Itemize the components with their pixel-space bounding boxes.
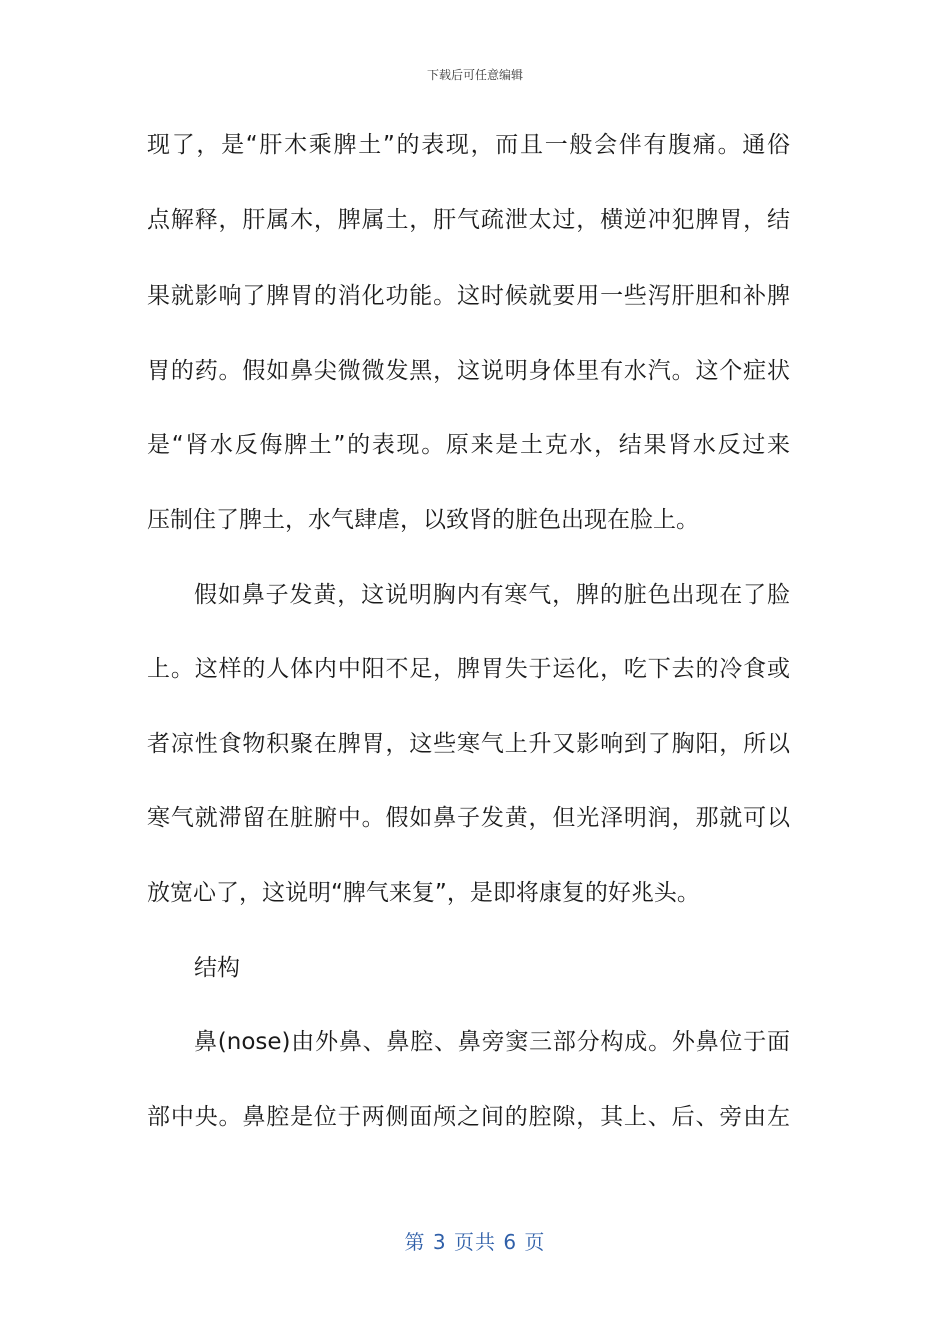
- text-line: 放宽心了，这说明“脾气来复”，是即将康复的好兆头。: [147, 880, 700, 906]
- text-line: 者凉性食物积聚在脾胃，这些寒气上升又影响到了胸阳，所以: [147, 731, 790, 757]
- paragraph-first-line: 鼻(nose)由外鼻、鼻腔、鼻旁窦三部分构成。外鼻位于面: [194, 1029, 790, 1055]
- text-line: 部中央。鼻腔是位于两侧面颅之间的腔隙，其上、后、旁由左: [147, 1104, 790, 1130]
- text-line: 胃的药。假如鼻尖微微发黑，这说明身体里有水汽。这个症状: [147, 358, 790, 384]
- text-line: 点解释，肝属木，脾属土，肝气疏泄太过，横逆冲犯脾胃，结: [147, 207, 790, 233]
- text-line: 寒气就滞留在脏腑中。假如鼻子发黄，但光泽明润，那就可以: [147, 805, 790, 831]
- text-line: 压制住了脾土，水气肆虐，以致肾的脏色出现在脸上。: [147, 507, 699, 533]
- page-footer: 第 3 页共 6 页: [404, 1230, 546, 1254]
- text-line: 是“肾水反侮脾土”的表现。原来是土克水，结果肾水反过来: [147, 432, 790, 458]
- text-line: 上。这样的人体内中阳不足，脾胃失于运化，吃下去的冷食或: [147, 656, 790, 682]
- text-line: 现了，是“肝木乘脾土”的表现，而且一般会伴有腹痛。通俗: [147, 132, 790, 158]
- text-line: 果就影响了脾胃的消化功能。这时候就要用一些泻肝胆和补脾: [147, 283, 790, 309]
- section-heading: 结构: [194, 955, 240, 981]
- paragraph-first-line: 假如鼻子发黄，这说明胸内有寒气，脾的脏色出现在了脸: [194, 582, 790, 608]
- page-header: 下载后可任意编辑: [426, 68, 523, 82]
